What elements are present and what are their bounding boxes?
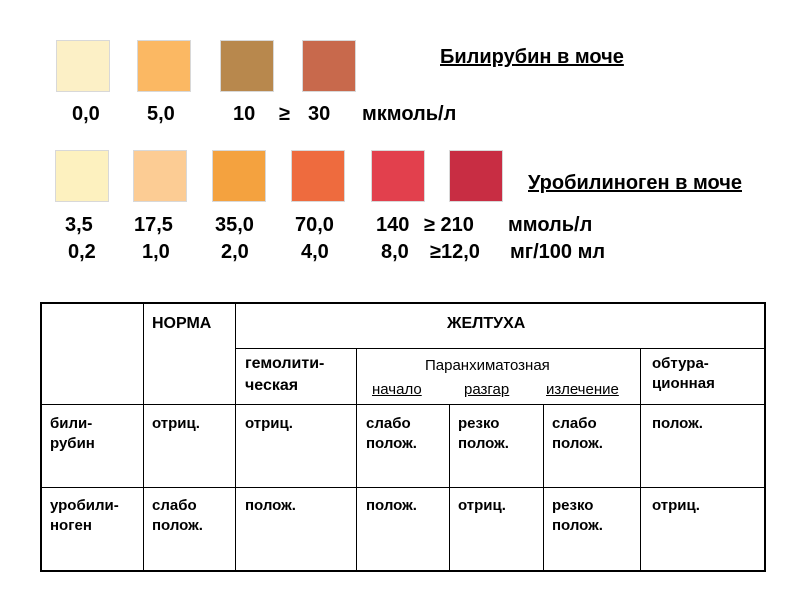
row-label-bilirubin-2: рубин <box>50 435 95 452</box>
cell-urobilinogen-beginning: полож. <box>366 497 417 514</box>
cell-bilirubin-recovery-1: слабо <box>552 415 597 432</box>
bilirubin-unit: мкмоль/л <box>362 103 457 125</box>
grid-line <box>42 404 764 405</box>
bilirubin-value-3: 30 <box>308 103 331 125</box>
urobilinogen-mmol-1: 17,5 <box>134 214 173 236</box>
grid-line <box>356 348 357 570</box>
header-jaundice: ЖЕЛТУХА <box>447 315 526 332</box>
jaundice-table <box>40 302 766 572</box>
urobilinogen-mg-2: 2,0 <box>221 241 249 263</box>
urobilinogen-mg-1: 1,0 <box>142 241 170 263</box>
cell-bilirubin-recovery-2: полож. <box>552 435 603 452</box>
urobilinogen-mg-0: 0,2 <box>68 241 96 263</box>
bilirubin-swatch-1 <box>137 40 191 92</box>
cell-bilirubin-hemolytic: отриц. <box>245 415 293 432</box>
bilirubin-title: Билирубин в моче <box>440 46 624 68</box>
header-obturation-line1: обтура- <box>652 355 709 372</box>
urobilinogen-swatch-1 <box>133 150 187 202</box>
urobilinogen-mmol-4: 140 <box>376 214 410 236</box>
cell-bilirubin-norm: отриц. <box>152 415 200 432</box>
urobilinogen-mmol-unit: ммоль/л <box>508 214 593 236</box>
urobilinogen-mmol-3: 70,0 <box>295 214 334 236</box>
bilirubin-value-1: 5,0 <box>147 103 175 125</box>
cell-bilirubin-obturation: полож. <box>652 415 703 432</box>
cell-bilirubin-beginning-1: слабо <box>366 415 411 432</box>
urobilinogen-mg-3: 4,0 <box>301 241 329 263</box>
urobilinogen-mmol-5: ≥ 210 <box>424 214 474 236</box>
bilirubin-value-0: 0,0 <box>72 103 100 125</box>
row-label-urobilinogen-2: ноген <box>50 517 92 534</box>
urobilinogen-mg-unit: мг/100 мл <box>510 241 606 263</box>
cell-bilirubin-beginning-2: полож. <box>366 435 417 452</box>
row-label-bilirubin-1: били- <box>50 415 93 432</box>
cell-urobilinogen-recovery-2: полож. <box>552 517 603 534</box>
urobilinogen-swatch-2 <box>212 150 266 202</box>
urobilinogen-title: Уробилиноген в моче <box>528 172 742 194</box>
header-norm: НОРМА <box>152 315 212 332</box>
cell-urobilinogen-norm-1: слабо <box>152 497 197 514</box>
header-hemolytic-line2: ческая <box>245 377 299 394</box>
grid-line <box>42 487 764 488</box>
header-stage-beginning: начало <box>372 381 422 398</box>
urobilinogen-swatch-4 <box>371 150 425 202</box>
grid-line <box>143 304 144 570</box>
bilirubin-swatch-2 <box>220 40 274 92</box>
cell-urobilinogen-hemolytic: полож. <box>245 497 296 514</box>
grid-line <box>640 348 641 570</box>
grid-line <box>235 304 236 570</box>
urobilinogen-swatch-5 <box>449 150 503 202</box>
row-label-urobilinogen-1: уробили- <box>50 497 119 514</box>
urobilinogen-mmol-2: 35,0 <box>215 214 254 236</box>
grid-line <box>235 348 764 349</box>
header-hemolytic-line1: гемолити- <box>245 355 325 372</box>
urobilinogen-mg-4: 8,0 <box>381 241 409 263</box>
bilirubin-value-2: 10 <box>233 103 256 125</box>
cell-urobilinogen-peak: отриц. <box>458 497 506 514</box>
urobilinogen-mmol-0: 3,5 <box>65 214 93 236</box>
cell-urobilinogen-obturation: отриц. <box>652 497 700 514</box>
cell-urobilinogen-norm-2: полож. <box>152 517 203 534</box>
urobilinogen-swatch-0 <box>55 150 109 202</box>
bilirubin-swatch-0 <box>56 40 110 92</box>
header-obturation-line2: ционная <box>652 375 715 392</box>
bilirubin-value-ge: ≥ <box>279 103 290 125</box>
urobilinogen-mg-5: ≥12,0 <box>430 241 480 263</box>
header-parenchymal: Паранхиматозная <box>425 357 550 374</box>
cell-urobilinogen-recovery-1: резко <box>552 497 594 514</box>
cell-bilirubin-peak-1: резко <box>458 415 500 432</box>
urobilinogen-swatch-3 <box>291 150 345 202</box>
cell-bilirubin-peak-2: полож. <box>458 435 509 452</box>
bilirubin-swatch-3 <box>302 40 356 92</box>
header-stage-recovery: излечение <box>546 381 619 398</box>
header-stage-peak: разгар <box>464 381 510 398</box>
